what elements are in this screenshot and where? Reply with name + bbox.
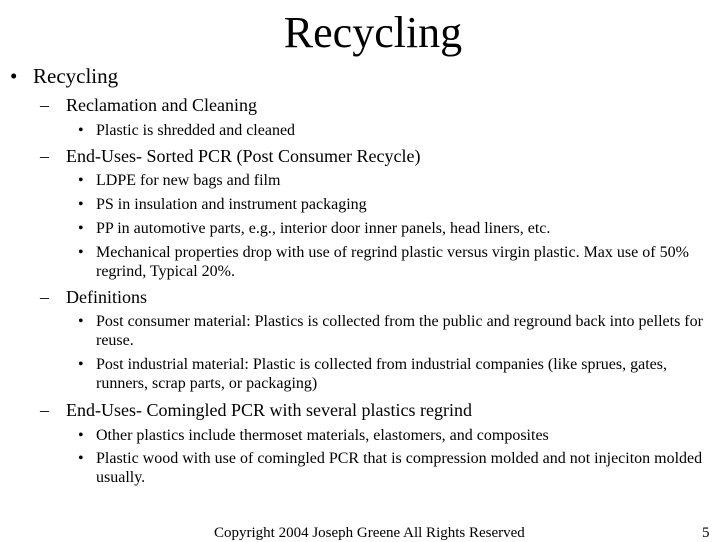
bullet-icon: • [78, 427, 84, 444]
slide-title: Recycling [283, 8, 463, 57]
list-item: • Mechanical properties drop with use of regrind plastic versus virgin plastic. Max use of 50% regrind, Typical 20%. [78, 244, 689, 280]
bullet-level1 [10, 64, 118, 88]
dash-icon: – [40, 400, 49, 420]
bullet-icon: • [10, 64, 18, 88]
dash-icon: – [40, 146, 49, 166]
bullet-icon: • [78, 122, 84, 139]
dash-icon: – [40, 95, 49, 115]
list-item: • Other plastics include thermoset materials, elastomers, and composites [78, 427, 549, 444]
bullet-icon: • [78, 172, 84, 189]
bullet-icon: • [78, 313, 84, 330]
bullet-icon: • [78, 244, 84, 261]
list-item: • Plastic is shredded and cleaned [78, 122, 296, 139]
list-item: • Post industrial material: Plastic is collected from industrial companies (like sprues, gates, runners, scrap parts, or packaging) [78, 356, 667, 392]
section-heading-definitions: – Definitions [40, 287, 147, 307]
list-item: • PP in automotive parts, e.g., interior door inner panels, head liners, etc. [78, 220, 551, 237]
bullet-icon: • [78, 196, 84, 213]
list-item: • Post consumer material: Plastics is collected from the public and reground back into pellets for reuse. [78, 313, 703, 349]
dash-icon: – [40, 287, 49, 307]
bullet-icon: • [78, 220, 84, 237]
section-heading-reclamation: – Reclamation and Cleaning [40, 95, 257, 115]
bullet-icon: • [78, 450, 84, 467]
footer-copyright: Copyright 2004 Joseph Greene All Rights Reserved [214, 525, 525, 541]
bullet-icon: • [78, 356, 84, 373]
section-heading-comingled-pcr: – End-Uses- Comingled PCR with several plastics regrind [40, 400, 472, 420]
page-number: 5 [702, 525, 710, 541]
list-item: • LDPE for new bags and film [78, 172, 281, 189]
bullet-text: Recycling [33, 64, 119, 88]
list-item: • Plastic wood with use of comingled PCR that is compression molded and not injeciton molded usually. [78, 450, 703, 486]
list-item: • PS in insulation and instrument packaging [78, 196, 367, 213]
section-heading-sorted-pcr: – End-Uses- Sorted PCR (Post Consumer Recycle) [40, 146, 421, 166]
